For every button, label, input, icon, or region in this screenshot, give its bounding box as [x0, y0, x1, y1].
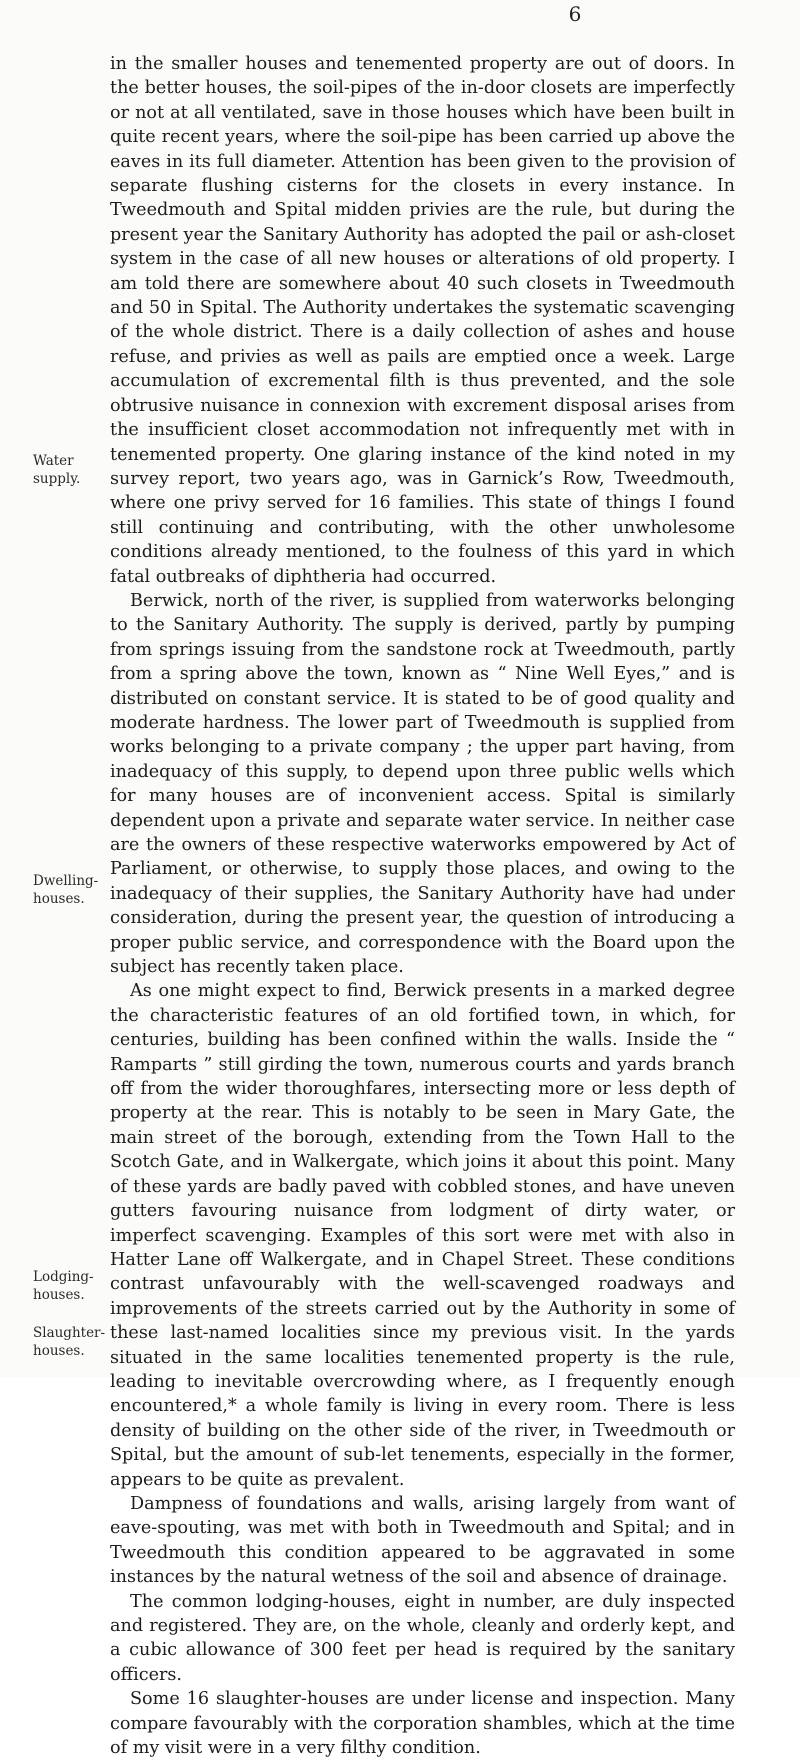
paragraph-lodging-houses: The common lodging-houses, eight in number, are duly inspected and registered. They are, on the whole, cleanly and orderly kept, and a cubic allowance of 300 feet per head is required by the sanitary officers.: [110, 1591, 735, 1685]
margin-note-water-supply: Water supply.: [33, 453, 81, 487]
page-number: 6: [568, 2, 582, 26]
paragraph-water-supply: Berwick, north of the river, is supplied from waterworks belonging to the Sanitary Authority. The supply is derived, partly by pumping from springs issuing from the sandstone rock at Tweedmouth, partly from a spring above the town, known as “ Nine Well Eyes,” and is distributed on constant service. It is stated to be of good quality and moderate hardness. The lower part of Tweedmouth is supplied from works belonging to a private company ; the upper part having, from inadequacy of this supply, to depend upon three public wells which for many houses are of inconvenient access. Spital is similarly dependent upon a private and separate water service. In neither case are the owners of these respective waterworks empowered by Act of Parliament, or otherwise, to supply those places, and owing to the inadequacy of their supplies, the Sanitary Authority have had under consideration, during the present year, the question of introducing a proper public service, and correspondence with the Board upon the subject has recently taken place.: [110, 590, 735, 978]
paragraph-closets: in the smaller houses and tenemented property are out of doors. In the better houses, the soil-pipes of the in-door closets are imperfectly or not at all ventilated, save in those houses which have been built in quite recent years, where the soil-pipe has been carried up above the eaves in its full diameter. Attention has been given to the provision of separate flushing cisterns for the closets in every instance. In Tweedmouth and Spital midden privies are the rule, but during the present year the Sanitary Authority has adopted the pail or ash-closet system in the case of all new houses or alterations of old property. I am told there are somewhere about 40 such closets in Tweedmouth and 50 in Spital. The Authority undertakes the systematic scavenging of the whole district. There is a daily collection of ashes and house refuse, and privies as well as pails are emptied once a week. Large accumulation of excremental filth is thus prevented, and the sole obtrusive nuisance in connexion with excrement disposal arises from the insufficient closet accommodation not infrequently met with in tenemented property. One glaring instance of the kind noted in my survey report, two years ago, was in Garnick’s Row, Tweedmouth, where one privy served for 16 families. This state of things I found still continuing and contributing, with the other unwholesome conditions already mentioned, to the foulness of this yard in which fatal outbreaks of diphtheria had occurred.: [110, 54, 735, 587]
margin-note-dwelling-houses: Dwelling-houses.: [33, 873, 99, 907]
margin-note-slaughter-houses: Slaughter-houses.: [33, 1325, 106, 1359]
paragraph-dwelling-houses: As one might expect to find, Berwick presents in a marked degree the characteristic features of an old fortified town, in which, for centuries, building has been confined within the walls. Inside the “ Ramparts ” still girding the town, numerous courts and yards branch off from the wider thoroughfares, intersecting more or less depth of property at the rear. This is notably to be seen in Mary Gate, the main street of the borough, extending from the Town Hall to the Scotch Gate, and in Walkergate, which joins it about this point. Many of these yards are badly paved with cobbled stones, and have uneven gutters favouring nuisance from lodgment of dirty water, or imperfect scavenging. Examples of this sort were met with also in Hatter Lane off Walkergate, and in Chapel Street. These conditions contrast unfavourably with the well-scavenged roadways and improvements of the streets carried out by the Authority in some of these last-named localities since my previous visit. In the yards situated in the same localities tenemented property is the rule, leading to inevitable overcrowding where, as I frequently enough encountered,* a whole family is living in every room. There is less density of building on the other side of the river, in Tweedmouth or Spital, but the amount of sub-let tenements, especially in the former, appears to be quite as prevalent.: [110, 981, 735, 1490]
paragraph-slaughter-houses: Some 16 slaughter-houses are under license and inspection. Many compare favourably with the corporation shambles, which at the time of my visit were in a very filthy condition.: [110, 1689, 735, 1759]
margin-note-lodging-houses: Lodging-houses.: [33, 1269, 94, 1303]
paragraph-dampness: Dampness of foundations and walls, arising largely from want of eave-spouting, was met with both in Tweedmouth and Spital; and in Tweedmouth this condition appeared to be aggravated in some instances by the natural wetness of the soil and absence of drainage.: [110, 1493, 735, 1588]
body-text: [110, 52, 735, 1760]
